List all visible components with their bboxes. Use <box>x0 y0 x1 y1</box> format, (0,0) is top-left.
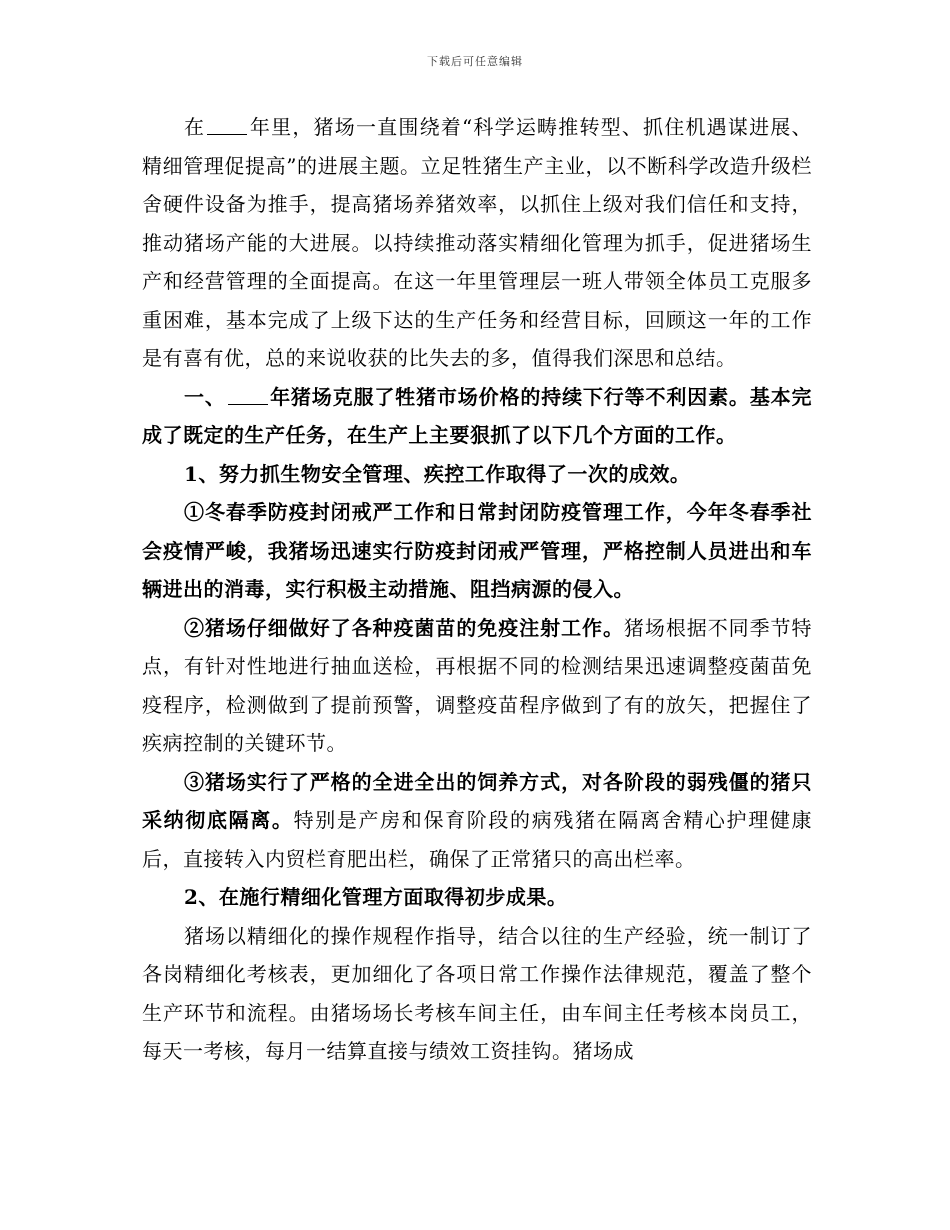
section-heading-1-rest: 年猪场克服了牲猪市场价格的持续下行等不利因素。基本完成了既定的生产任务，在生产上主要狠抓了以下几个方面的工作。 <box>142 384 813 447</box>
section-heading-1-start: 一、 <box>184 384 226 409</box>
intro-text-rest: 年里，猪场一直围绕着“科学运畴推转型、抓住机遇谋进展、精细管理促提高”的进展主题。立足牲猪生产主业，以不断科学改造升级栏舍硬件设备为推手，提高猪场养猪效率，以抓住上级对我们信任和支持，推动猪场产能的大进展。以持续推动落实精细化管理为抓手，促进猪场生产和经营管理的全面提高。在这一年里管理层一班人带领全体员工克服多重困难，基本完成了上级下达的生产任务和经营目标，回顾这一年的工作是有喜有优，总的来说收获的比失去的多，值得我们深思和总结。 <box>142 115 813 370</box>
list-item-2-body: 猪场根据不同季节特点，有针对性地进行抽血送检，再根据不同的检测结果迅速调整疫菌苗免疫程序，检测做到了提前预警，调整疫苗程序做到了有的放矢，把握住了疾病控制的关键环节。 <box>142 615 813 755</box>
list-item-1: ①冬春季防疫封闭戒严工作和日常封闭防疫管理工作，今年冬春季社会疫情严峻，我猪场迅速实行防疫封闭戒严管理，严格控制人员进出和车辆进出的消毒，实行积极主动措施、阻挡病源的侵入。 <box>142 500 812 601</box>
list-item-3-body: 特别是产房和保育阶段的病残猪在隔离舍精心护理健康后，直接转入内贸栏育肥出栏，确保了正常猪只的高出栏率。 <box>142 808 813 871</box>
closing-paragraph: 猪场以精细化的操作规程作指导，结合以往的生产经验，统一制订了各岗精细化考核表，更加细化了各项日常工作操作法律规范，覆盖了整个生产环节和流程。由猪场场长考核车间主任，由车间主任考核本岗员工，每天一考核，每月一结算直接与绩效工资挂钩。猪场成 <box>142 923 812 1063</box>
list-item-3-lead: ③猪场实行了严格的全进全出的饲养方式，对各阶段的弱残僵的猪只采纳彻底隔离。 <box>142 769 812 832</box>
list-item-2 <box>142 609 812 763</box>
subsection-heading-2: 2、在施行精细化管理方面取得初步成果。 <box>184 885 568 909</box>
section-heading-1 <box>142 378 812 455</box>
list-item-2-lead: ②猪场仔细做好了各种疫菌苗的免疫注射工作。 <box>184 615 624 640</box>
page-header-note: 下载后可任意编辑 <box>427 55 523 68</box>
subsection-heading-1: 1、努力抓生物安全管理、疾控工作取得了一次的成效。 <box>184 461 691 486</box>
year-blank-2 <box>228 385 268 405</box>
intro-text-start: 在 <box>184 115 206 139</box>
year-blank <box>207 115 247 135</box>
document-body <box>142 108 812 1071</box>
intro-paragraph <box>142 108 812 378</box>
list-item-3 <box>142 763 812 879</box>
